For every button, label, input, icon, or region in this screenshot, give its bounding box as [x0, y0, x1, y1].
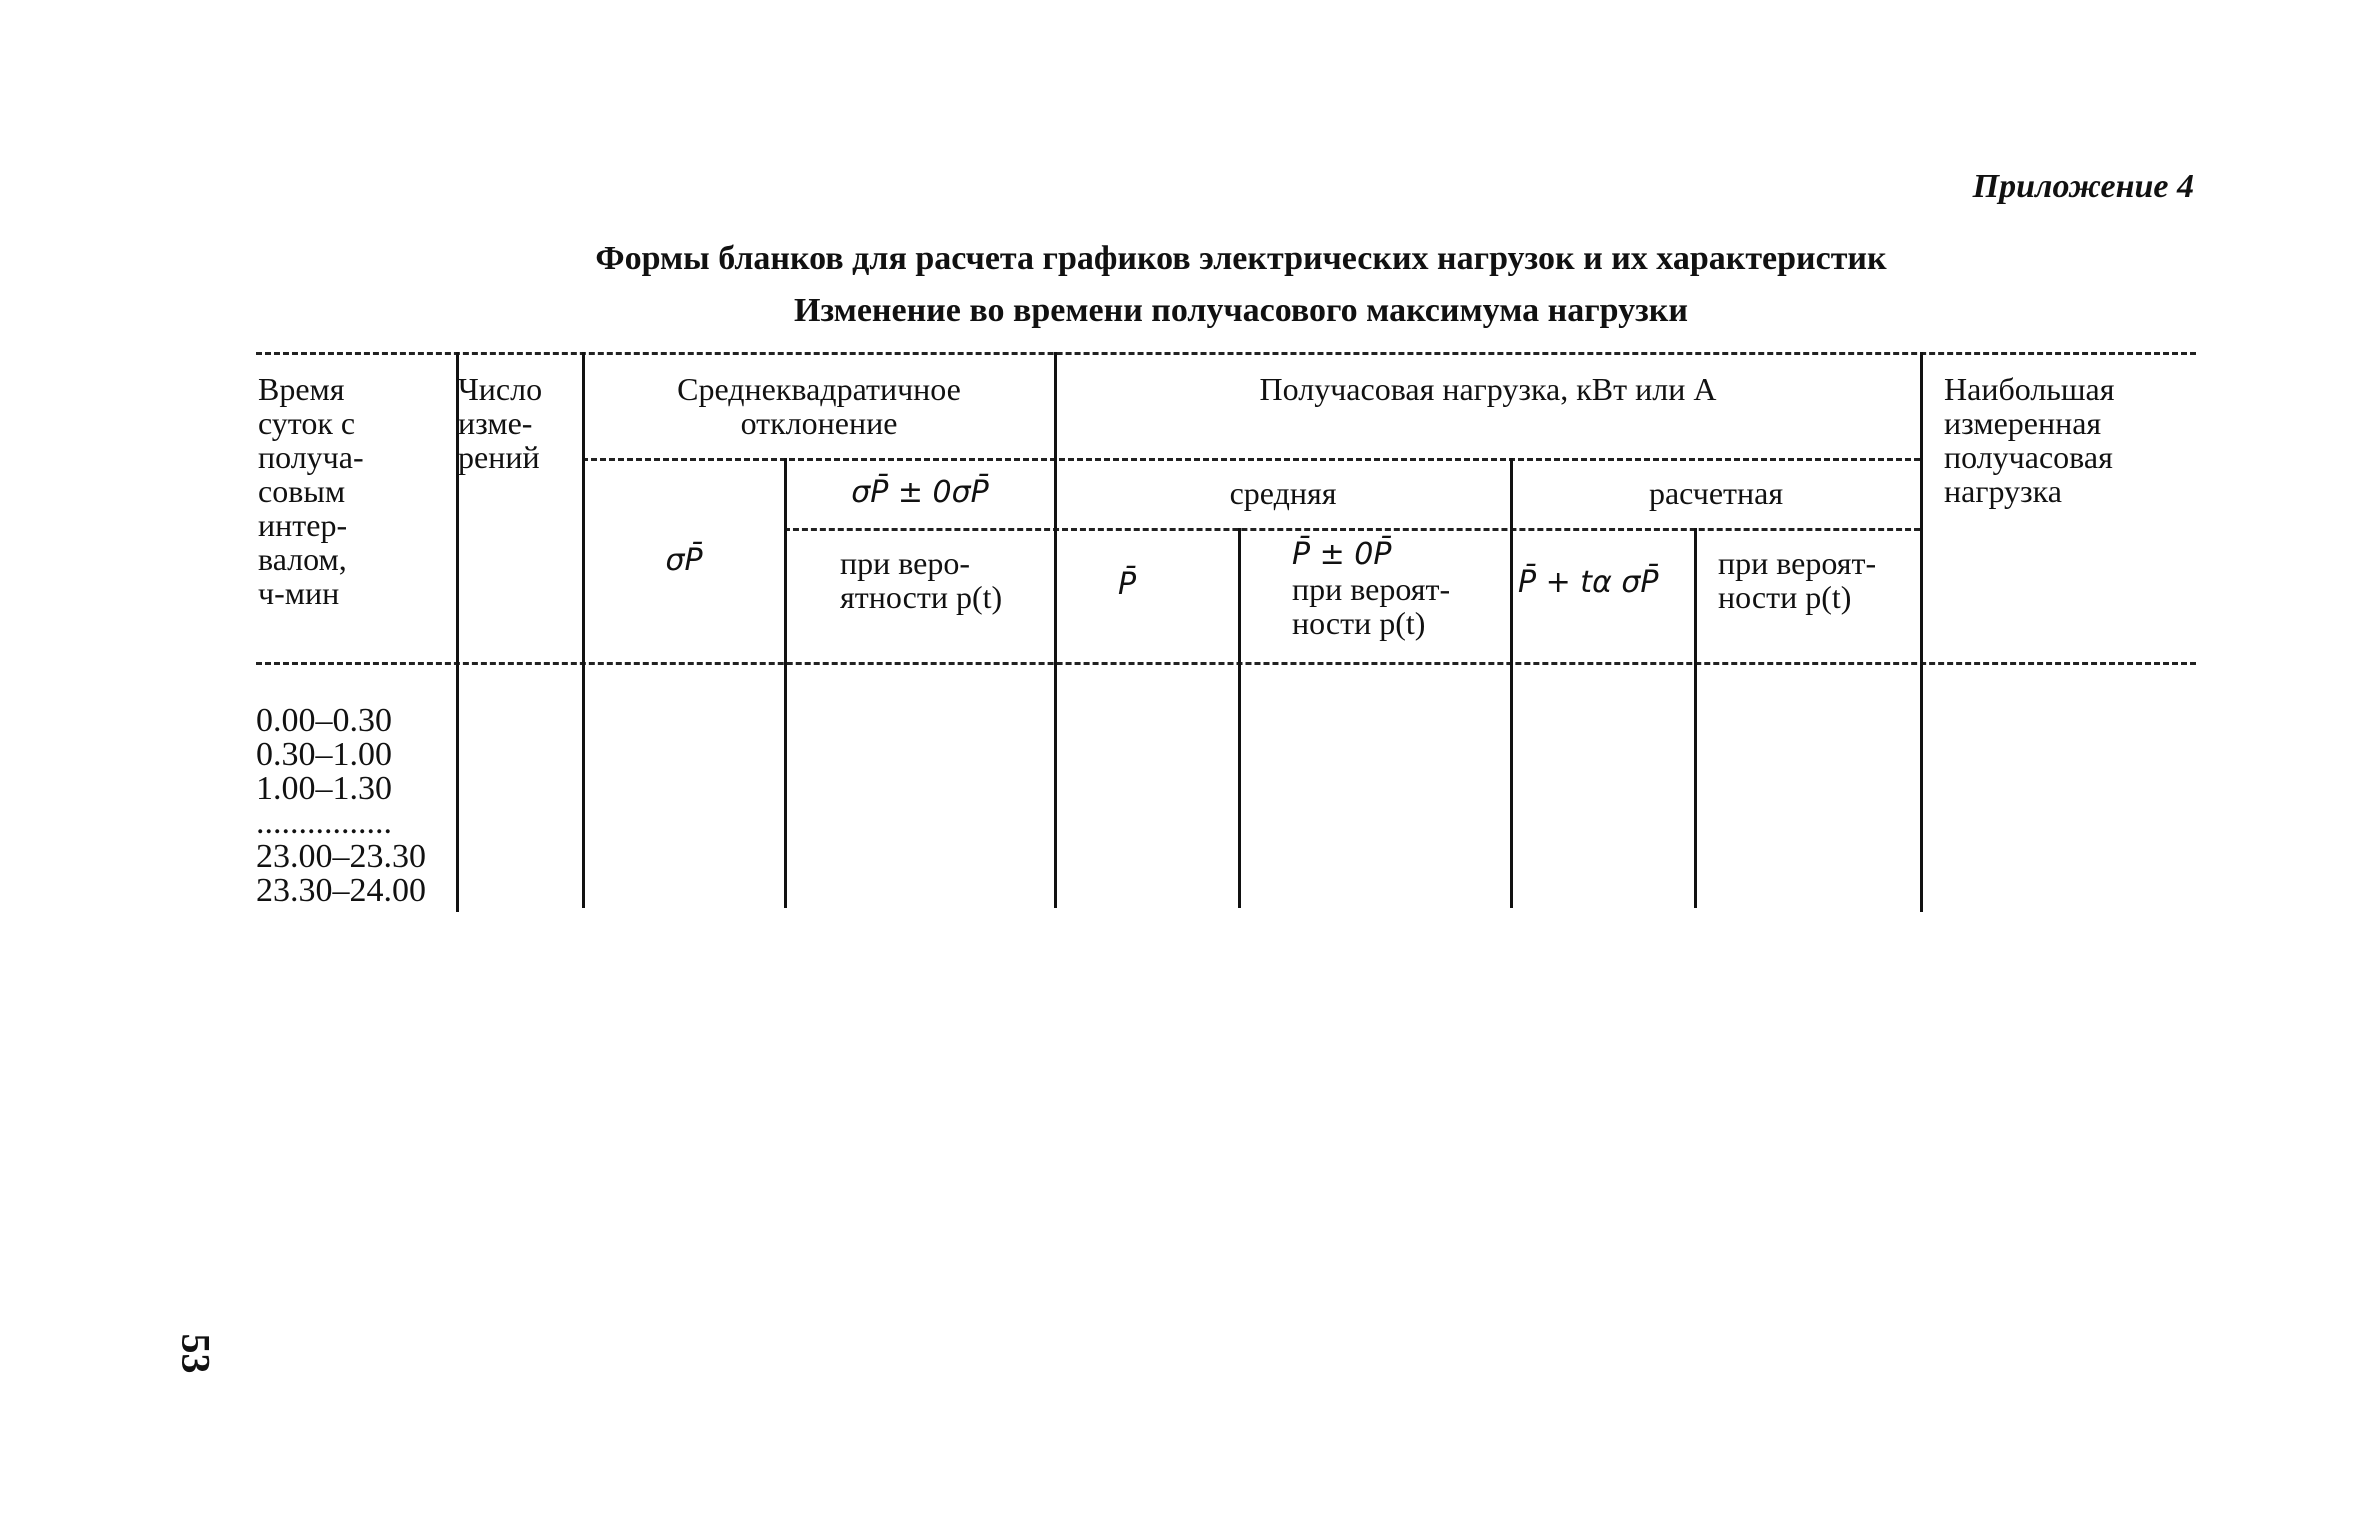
col-line-8: [1920, 352, 1923, 912]
col-line-5: [1238, 528, 1241, 908]
header-p-bar: P̄: [1118, 567, 1137, 602]
header-time: Время суток с получа- совым интер- валом, ч-мин: [258, 371, 364, 611]
list-item: 23.00–23.30: [256, 838, 426, 875]
header-prob-1: при веро- ятности p(t): [840, 545, 1003, 615]
list-item: 1.00–1.30: [256, 770, 392, 807]
header-count: Число изме- рений: [458, 371, 543, 475]
header-max-load: Наибольшая измеренная получасовая нагрузка: [1944, 371, 2115, 509]
appendix-label: Приложение 4: [1972, 168, 2194, 205]
header-mean: средняя: [1229, 475, 1337, 511]
list-item: 0.00–0.30: [256, 702, 392, 739]
header-prob-3: при вероят- ности p(t): [1718, 545, 1877, 615]
table-top-line: [256, 352, 2196, 355]
header-split-line-1: [582, 458, 1920, 461]
col-line-6: [1510, 458, 1513, 908]
list-item: 23.30–24.00: [256, 872, 426, 909]
header-p-plus: P̄ + tα σP̄: [1518, 565, 1659, 600]
header-split-line-2: [784, 528, 1920, 531]
col-line-4: [1054, 352, 1057, 908]
header-sigma-pm: σP̄ ± 0σP̄: [851, 475, 989, 510]
header-sigma: σP̄: [665, 543, 703, 578]
header-half-hour-load: Получасовая нагрузка, кВт или А: [1259, 371, 1717, 407]
col-line-3: [784, 458, 787, 908]
list-item: 0.30–1.00: [256, 736, 392, 773]
page-number: 53: [173, 1333, 219, 1374]
table-title: Изменение во времени получасового максимума нагрузки: [794, 292, 1688, 329]
list-item: ................: [256, 804, 392, 841]
form-title: Формы бланков для расчета графиков электрических нагрузок и их характеристик: [595, 240, 1887, 277]
col-line-7: [1694, 528, 1697, 908]
header-rms: Среднеквадратичное отклонение: [677, 371, 961, 441]
header-design: расчетная: [1648, 475, 1784, 511]
header-bottom-line: [256, 662, 2196, 665]
time-intervals: [256, 704, 426, 908]
header-p-bar-pm: P̄ ± 0P̄ при вероят- ности p(t): [1292, 537, 1451, 641]
